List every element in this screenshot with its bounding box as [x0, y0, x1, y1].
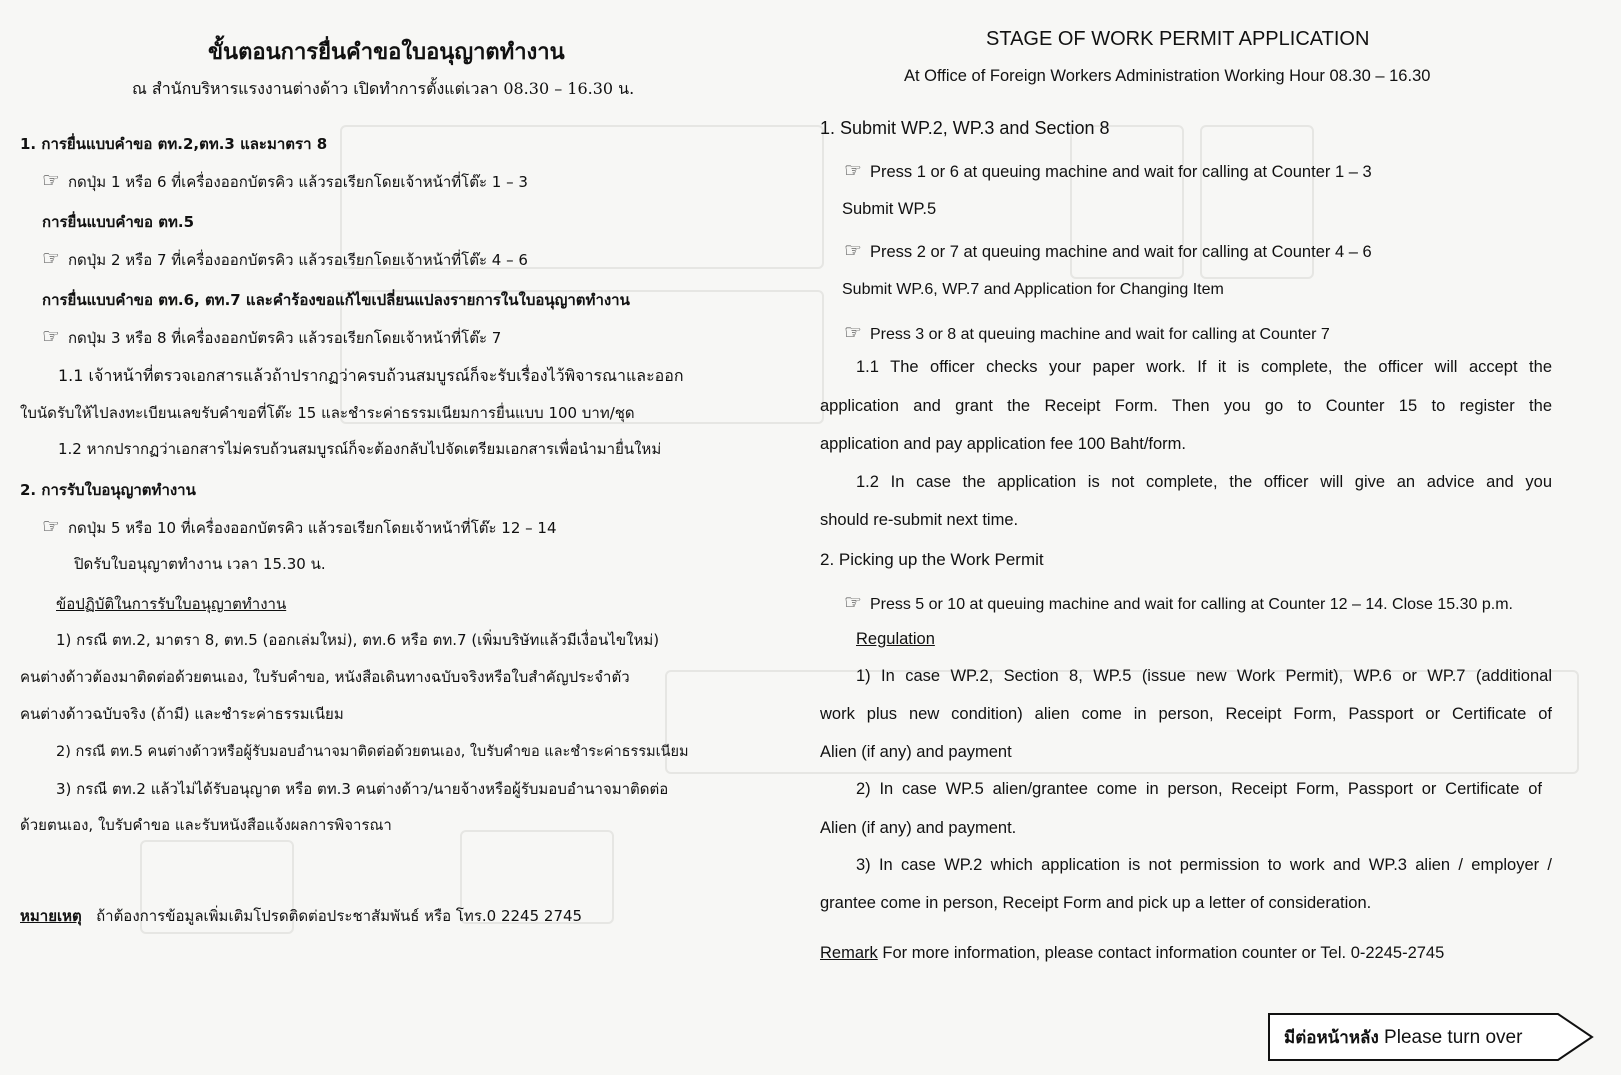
english-regulation-1-line-2: work plus new condition) alien come in person, Receipt Form, Passport or Certificate of	[820, 705, 1552, 723]
english-item-1-1-line-2: application and grant the Receipt Form. Then you go to Counter 15 to register the	[820, 397, 1552, 415]
thai-wp5-instruction: ☞ กดปุ่ม 2 หรือ 7 ที่เครื่องออกบัตรคิว แล้วรอเรียกโดยเจ้าหน้าที่โต๊ะ 4 – 6	[42, 246, 528, 270]
thai-item-1-2: 1.2 หากปรากฏว่าเอกสารไม่ครบถ้วนสมบูรณ์ก็จะต้องกลับไปจัดเตรียมเอกสารเพื่อนำมายื่นใหม่	[58, 440, 662, 458]
thai-regulation-2: 2) กรณี ตท.5 คนต่างด้าวหรือผู้รับมอบอำนาจมาติดต่อด้วยตนเอง, ใบรับคำขอ และชำระค่าธรรมเนียม	[56, 744, 689, 760]
english-remark-label: Remark	[820, 944, 878, 962]
english-item-1-2-line-2: should re-submit next time.	[820, 511, 1019, 529]
thai-regulation-3-line-2: ด้วยตนเอง, ใบรับคำขอ และรับหนังสือแจ้งผลการพิจารณา	[20, 816, 392, 834]
thai-note-label: หมายเหตุ	[20, 907, 82, 925]
thai-item-1-1-line-2: ใบนัดรับให้ไปลงทะเบียนเลขรับคำขอที่โต๊ะ 15 และชำระค่าธรรมเนียมการยื่นแบบ 100 บาท/ชุด	[20, 404, 635, 422]
english-regulation-1-line-1: 1) In case WP.2, Section 8, WP.5 (issue new Work Permit), WP.6 or WP.7 (additional	[856, 667, 1552, 685]
english-wp5-heading: Submit WP.5	[842, 200, 937, 218]
english-title: STAGE OF WORK PERMIT APPLICATION	[986, 28, 1370, 50]
english-regulation-3-line-2: grantee come in person, Receipt Form and pick up a letter of consideration.	[820, 894, 1372, 912]
english-wp5-instruction: ☞ Press 2 or 7 at queuing machine and wait for calling at Counter 4 – 6	[844, 240, 1372, 262]
pointing-hand-icon: ☞	[42, 168, 60, 192]
thai-regulation-1-line-2: คนต่างด้าวต้องมาติดต่อด้วยตนเอง, ใบรับคำขอ, หนังสือเดินทางฉบับจริงหรือใบสำคัญประจำตัว	[20, 668, 630, 686]
english-item-1-2-line-1: 1.2 In case the application is not complete, the officer will give an advice and you	[856, 473, 1552, 491]
thai-regulation-heading: ข้อปฏิบัติในการรับใบอนุญาตทำงาน	[56, 595, 287, 613]
english-wp6-instruction: ☞ Press 3 or 8 at queuing machine and wait for calling at Counter 7	[844, 322, 1330, 344]
turn-over-thai: มีต่อหน้าหลัง	[1284, 1027, 1379, 1048]
english-subtitle: At Office of Foreign Workers Administration Working Hour 08.30 – 16.30	[904, 67, 1431, 85]
pointing-hand-icon: ☞	[844, 160, 862, 182]
english-wp6-heading: Submit WP.6, WP.7 and Application for Changing Item	[842, 281, 1224, 298]
thai-wp6-heading: การยื่นแบบคำขอ ตท.6, ตท.7 และคำร้องขอแก้ไขเปลี่ยนแปลงรายการในใบอนุญาตทำงาน	[42, 291, 630, 309]
english-step-2-instruction: ☞ Press 5 or 10 at queuing machine and wait for calling at Counter 12 – 14. Close 15.30 p.m.	[844, 592, 1513, 614]
english-step-1-heading: 1. Submit WP.2, WP.3 and Section 8	[820, 118, 1110, 138]
thai-step-1-heading: 1. การยื่นแบบคำขอ ตท.2,ตท.3 และมาตรา 8	[20, 135, 328, 153]
thai-regulation-3-line-1: 3) กรณี ตท.2 แล้วไม่ได้รับอนุญาต หรือ ตท.3 คนต่างด้าว/นายจ้างหรือผู้รับมอบอำนาจมาติดต่อ	[56, 780, 669, 798]
thai-title: ขั้นตอนการยื่นคำขอใบอนุญาตทำงาน	[208, 39, 565, 65]
thai-subtitle: ณ สำนักบริหารแรงงานต่างด้าว เปิดทำการตั้งแต่เวลา 08.30 – 16.30 น.	[132, 79, 635, 98]
pointing-hand-icon: ☞	[42, 324, 60, 348]
pointing-hand-icon: ☞	[844, 322, 862, 344]
thai-wp5-heading: การยื่นแบบคำขอ ตท.5	[42, 213, 195, 231]
english-regulation-heading: Regulation	[856, 630, 935, 648]
english-remark	[820, 944, 1444, 963]
thai-closing-time: ปิดรับใบอนุญาตทำงาน เวลา 15.30 น.	[74, 555, 326, 573]
thai-regulation-1-line-3: คนต่างด้าวฉบับจริง (ถ้ามี) และชำระค่าธรรมเนียม	[20, 705, 344, 723]
english-step-1-instruction: ☞ Press 1 or 6 at queuing machine and wait for calling at Counter 1 – 3	[844, 160, 1372, 182]
english-regulation-1-line-3: Alien (if any) and payment	[820, 743, 1012, 761]
thai-regulation-1-line-1: 1) กรณี ตท.2, มาตรา 8, ตท.5 (ออกเล่มใหม่), ตท.6 หรือ ตท.7 (เพิ่มบริษัทแล้วมีเงื่อนไขใหม่)	[56, 631, 660, 649]
thai-note	[20, 904, 582, 928]
turn-over-english: Please turn over	[1384, 1026, 1523, 1048]
english-regulation-3-line-1: 3) In case WP.2 which application is not permission to work and WP.3 alien / employer /	[856, 856, 1552, 874]
thai-step-2-heading: 2. การรับใบอนุญาตทำงาน	[20, 481, 196, 499]
turn-over-box	[1268, 1013, 1594, 1061]
background-ghost-text	[450, 968, 461, 1013]
thai-note-text: ถ้าต้องการข้อมูลเพิ่มเติมโปรดติดต่อประชาสัมพันธ์ หรือ โทร.0 2245 2745	[96, 907, 583, 925]
english-remark-text: For more information, please contact information counter or Tel. 0-2245-2745	[882, 944, 1445, 962]
pointing-hand-icon: ☞	[844, 240, 862, 262]
turn-over-label	[1284, 1024, 1522, 1051]
thai-step-1-instruction: ☞ กดปุ่ม 1 หรือ 6 ที่เครื่องออกบัตรคิว แล้วรอเรียกโดยเจ้าหน้าที่โต๊ะ 1 – 3	[42, 168, 528, 192]
pointing-hand-icon: ☞	[844, 592, 862, 614]
english-step-2-heading: 2. Picking up the Work Permit	[820, 550, 1044, 569]
pointing-hand-icon: ☞	[42, 246, 60, 270]
english-item-1-1-line-3: application and pay application fee 100 Baht/form.	[820, 435, 1186, 453]
thai-step-2-instruction: ☞ กดปุ่ม 5 หรือ 10 ที่เครื่องออกบัตรคิว แล้วรอเรียกโดยเจ้าหน้าที่โต๊ะ 12 – 14	[42, 514, 557, 538]
thai-item-1-1-line-1: 1.1 เจ้าหน้าที่ตรวจเอกสารแล้วถ้าปรากฏว่าครบถ้วนสมบูรณ์ก็จะรับเรื่องไว้พิจารณาและออก	[58, 366, 684, 385]
pointing-hand-icon: ☞	[42, 514, 60, 538]
english-regulation-2-line-1: 2) In case WP.5 alien/grantee come in person, Receipt Form, Passport or Certificate of	[856, 780, 1542, 798]
thai-wp6-instruction: ☞ กดปุ่ม 3 หรือ 8 ที่เครื่องออกบัตรคิว แล้วรอเรียกโดยเจ้าหน้าที่โต๊ะ 7	[42, 324, 502, 348]
english-regulation-2-line-2: Alien (if any) and payment.	[820, 819, 1017, 837]
english-item-1-1-line-1: 1.1 The officer checks your paper work. If it is complete, the officer will accept the	[856, 358, 1552, 376]
